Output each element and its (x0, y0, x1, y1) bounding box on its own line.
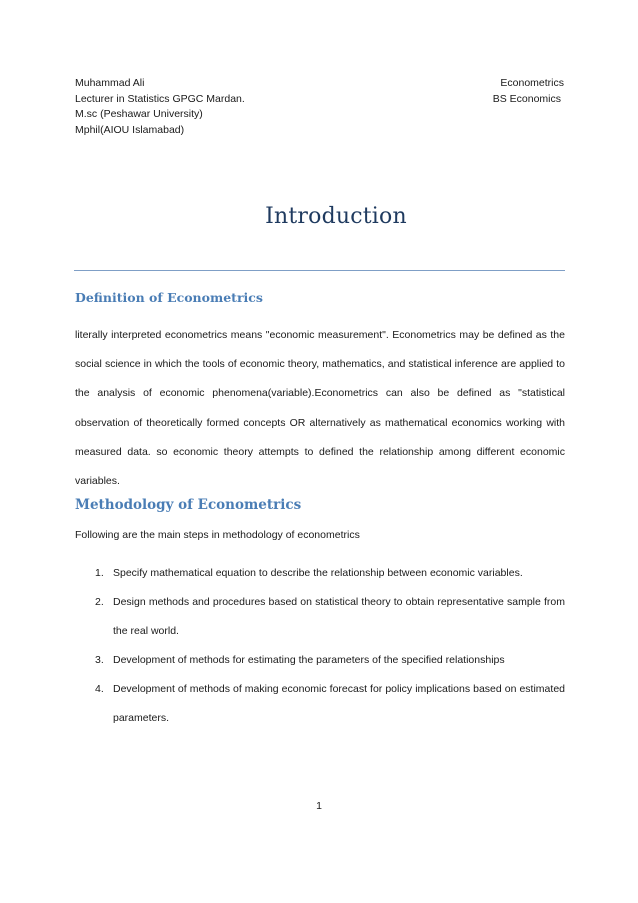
author-name: Muhammad Ali (75, 77, 145, 89)
section-heading-methodology: Methodology of Econometrics (75, 497, 302, 513)
list-item (75, 588, 565, 646)
author-position: Lecturer in Statistics GPGC Mardan. (75, 92, 245, 105)
author-degree-mphil: Mphil(AIOU Islamabad) (75, 123, 185, 136)
list-item-text: Design methods and procedures based on statistical theory to obtain representative sample from the real world. (113, 596, 565, 637)
author-degree-msc: M.sc (Peshawar University) (75, 108, 203, 120)
title-divider (74, 270, 565, 271)
definition-paragraph: literally interpreted econometrics means "economic measurement". Econometrics may be defined as the social science in which the tools of economic theory, mathematics, and statistical inference are applied to the analysis of economic phenomena(variable).Econometrics can also be defined as "statistical observation of theoretically formed concepts OR alternatively as mathematical economics working with measured data. so economic theory attempts to defined the relationship among different economic variables. (75, 329, 565, 488)
author-info (75, 76, 245, 138)
list-item (75, 646, 565, 675)
list-item (75, 559, 565, 588)
list-item-text: Specify mathematical equation to describe the relationship between economic variables. (113, 567, 523, 579)
methodology-intro: Following are the main steps in methodology of econometrics (75, 529, 360, 541)
list-item-text: Development of methods of making economic forecast for policy implications based on estimated parameters. (113, 683, 565, 724)
course-info (493, 76, 564, 107)
section-heading-definition: Definition of Econometrics (75, 290, 263, 305)
course-program: BS Economics (492, 92, 561, 105)
list-item-number: 3. (95, 654, 104, 666)
page-title: Introduction (265, 204, 407, 229)
list-item-number: 2. (95, 596, 104, 608)
list-item (75, 675, 565, 733)
course-name: Econometrics (500, 77, 564, 89)
methodology-steps-list (75, 559, 565, 733)
list-item-text: Development of methods for estimating the parameters of the specified relationships (113, 654, 505, 666)
page-number: 1 (316, 800, 322, 812)
list-item-number: 4. (95, 683, 104, 695)
list-item-number: 1. (95, 567, 104, 579)
